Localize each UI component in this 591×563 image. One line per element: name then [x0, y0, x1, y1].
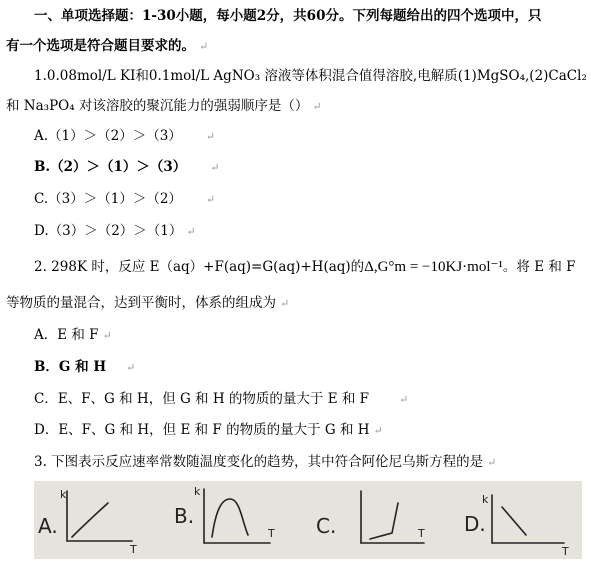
q1-option-d: D.（3）＞（2）＞（1） ↵	[34, 223, 196, 239]
graph-c-label: C.	[316, 514, 337, 538]
q2-stem-line1: 2. 298K 时，反应 E（aq）+F(aq)=G(aq)+H(aq)的Δ,G°m = −10KJ·mol⁻¹。将 E 和 F	[34, 259, 576, 275]
q1-option-a: A.（1）＞（2）＞（3） ↵	[34, 128, 216, 144]
q1-stem-line2: 和 Na₃PO₄ 对该溶胶的聚沉能力的强弱顺序是（） ↵	[6, 98, 322, 114]
q2-option-b: B．G 和 H ↵	[34, 359, 136, 375]
graph-b-x-label: T	[268, 527, 275, 540]
gibbs-energy-formula: Δ,G°m = −10KJ·mol⁻¹	[364, 259, 503, 275]
graphs-svg	[34, 481, 582, 559]
graph-a-y-label: k	[60, 488, 67, 501]
graph-c	[316, 491, 425, 543]
arrhenius-graphs-figure	[34, 481, 582, 559]
graph-a-x-label: T	[130, 543, 137, 556]
q3-stem: 3. 下图表示反应速率常数随温度变化的趋势，其中符合阿伦尼乌斯方程的是 ↵	[34, 454, 497, 470]
q2-option-c: C．E、F、G 和 H，但 G 和 H 的物质的量大于 E 和 F ↵	[34, 391, 409, 407]
graph-d-y-label: k	[482, 493, 489, 506]
q2-option-a: A．E 和 F ↵	[34, 327, 112, 343]
q2-option-d: D．E、F、G 和 H，但 E 和 F 的物质的量大于 G 和 H ↵	[34, 422, 383, 438]
section-title-line1: 一、单项选择题：1-30小题，每小题2分，共60分。下列每题给出的四个选项中，只	[34, 8, 542, 24]
graph-d-x-label: T	[562, 545, 569, 558]
graph-b-label: B.	[174, 504, 195, 528]
q1-stem-line1: 1.0.08mol/L KI和0.1mol/L AgNO₃ 溶液等体积混合值得溶胶,电解质(1)MgSO₄,(2)CaCl₂	[34, 68, 587, 84]
graph-b	[174, 485, 275, 543]
q1-option-c: C.（3）＞（1）＞（2） ↵	[34, 191, 216, 207]
graph-c-x-label: T	[418, 527, 425, 540]
graph-b-y-label: k	[194, 485, 201, 498]
graph-a	[38, 488, 137, 556]
q1-option-b: B.（2）＞（1）＞（3） ↵	[34, 159, 220, 175]
q2-stem-line2: 等物质的量混合，达到平衡时，体系的组成为 ↵	[6, 295, 290, 311]
graph-d-label: D.	[464, 512, 486, 536]
section-title-line2: 有一个选项是符合题目要求的。 ↵	[6, 38, 209, 54]
graph-d	[464, 493, 569, 558]
graph-a-label: A.	[38, 514, 58, 538]
